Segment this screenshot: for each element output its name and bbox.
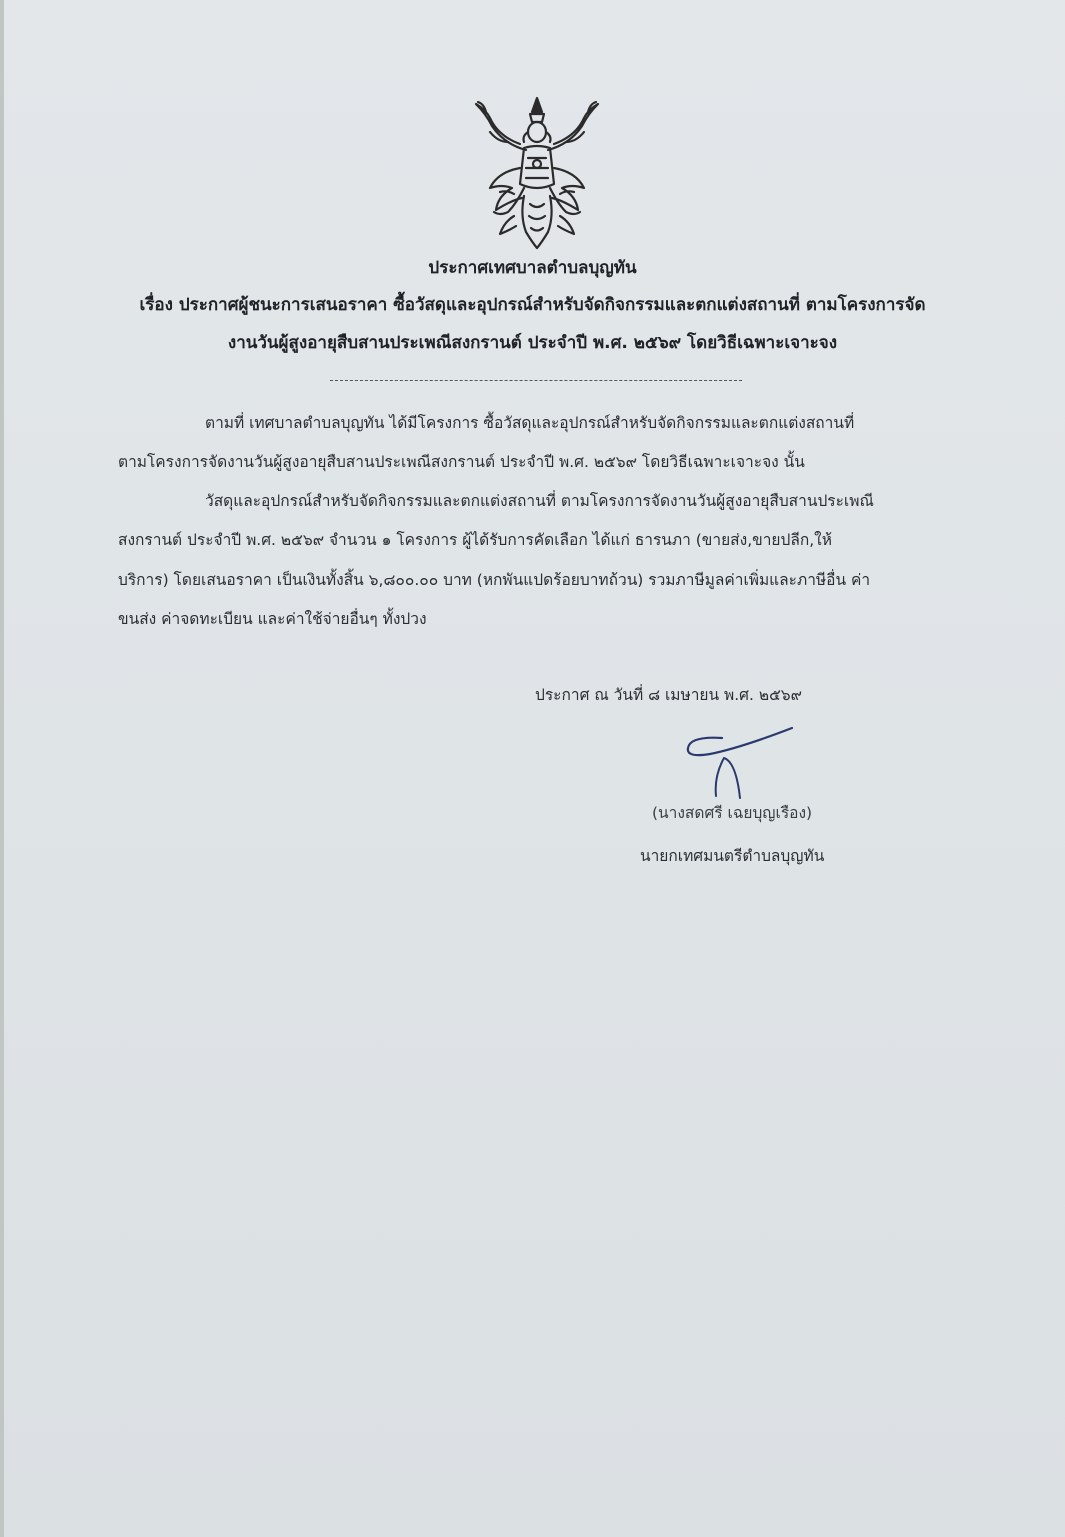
body-paragraph-2-line-4: ขนส่ง ค่าจดทะเบียน และค่าใช้จ่ายอื่นๆ ทั้งปวง xyxy=(118,610,427,628)
subject-line-2: งานวันผู้สูงอายุสืบสานประเพณีสงกรานต์ ประจำปี พ.ศ. ๒๕๖๙ โดยวิธีเฉพาะเจาะจง xyxy=(227,333,838,353)
subject-line-1: เรื่อง ประกาศผู้ชนะการเสนอราคา ซื้อวัสดุและอุปกรณ์สำหรับจัดกิจกรรมและตกแต่งสถานที่ ตามโครงการจัด xyxy=(139,295,926,315)
body-paragraph-2-line-1: วัสดุและอุปกรณ์สำหรับจัดกิจกรรมและตกแต่งสถานที่ ตามโครงการจัดงานวันผู้สูงอายุสืบสานประเพณี xyxy=(205,492,874,510)
signer-name: (นางสดศรี เฉยบุญเรือง) xyxy=(652,804,813,822)
announcement-date: ประกาศ ณ วันที่ ๘ เมษายน พ.ศ. ๒๕๖๙ xyxy=(535,686,802,704)
body-paragraph-2-line-3: บริการ) โดยเสนอราคา เป็นเงินทั้งสิ้น ๖,๘๐๐.๐๐ บาท (หกพันแปดร้อยบาทถ้วน) รวมภาษีมูลค่าเพิ่มและภาษีอื่น ค่า xyxy=(118,571,871,589)
separator-rule xyxy=(330,380,742,381)
body-paragraph-1-line-1: ตามที่ เทศบาลตำบลบุญทัน ได้มีโครงการ ซื้อวัสดุและอุปกรณ์สำหรับจัดกิจกรรมและตกแต่งสถานที่ xyxy=(205,414,855,432)
announcement-title: ประกาศเทศบาลตำบลบุญทัน xyxy=(428,258,637,278)
garuda-emblem xyxy=(468,92,606,252)
handwritten-signature xyxy=(680,718,800,803)
page-edge xyxy=(0,0,4,1537)
body-paragraph-2-line-2: สงกรานต์ ประจำปี พ.ศ. ๒๕๖๙ จำนวน ๑ โครงการ ผู้ได้รับการคัดเลือก ได้แก่ ธารนภา (ขายส่ง,ขายปลีก,ให้ xyxy=(118,531,832,549)
signer-position: นายกเทศมนตรีตำบลบุญทัน xyxy=(640,847,825,865)
body-paragraph-1-line-2: ตามโครงการจัดงานวันผู้สูงอายุสืบสานประเพณีสงกรานต์ ประจำปี พ.ศ. ๒๕๖๙ โดยวิธีเฉพาะเจาะจง นั้น xyxy=(118,453,805,471)
